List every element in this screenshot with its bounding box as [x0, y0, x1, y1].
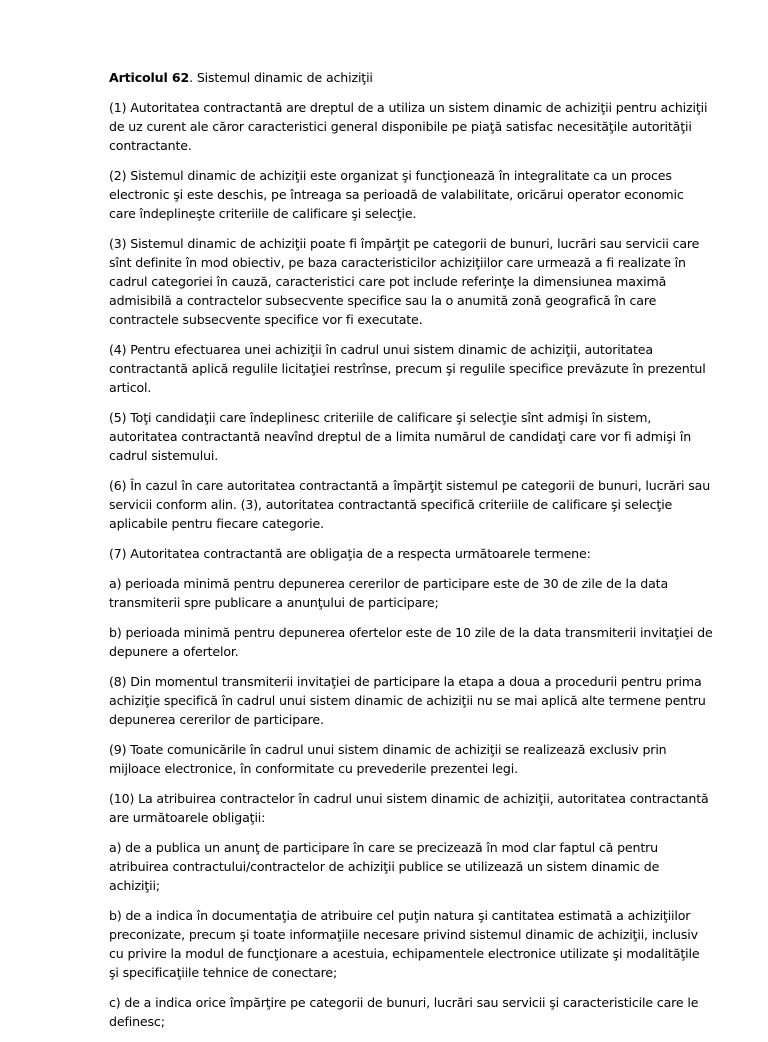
paragraph-10b: b) de a indica în documentaţia de atribuire cel puţin natura şi cantitatea estimată a achiziţiilor preconizate, precum şi toate informaţiile necesare privind sistemul dinamic de achiziţii, inclusiv cu privire la modul de funcţionare a acestuia, echipamentele electronice utilizate şi modalităţile şi specificaţiile tehnice de conectare; — [109, 908, 700, 980]
paragraph-7a: a) perioada minimă pentru depunerea cererilor de participare este de 30 de zile de la data transmiterii spre publicare a anunţului de participare; — [109, 576, 669, 610]
article-heading — [109, 68, 713, 87]
document-page — [109, 68, 713, 1042]
paragraph-4: (4) Pentru efectuarea unei achiziţii în cadrul unui sistem dinamic de achiziţii, autoritatea contractantă aplică regulile licitaţiei restrînse, precum şi regulile specifice prevăzute în prezentul articol. — [109, 342, 706, 395]
paragraph-2: (2) Sistemul dinamic de achiziţii este organizat şi funcţionează în integralitate ca un proces electronic şi este deschis, pe întreaga sa perioadă de valabilitate, oricărui operator economic care îndeplineşte criteriile de calificare şi selecţie. — [109, 168, 684, 221]
paragraph-6: (6) În cazul în care autoritatea contractantă a împărţit sistemul pe categorii de bunuri, lucrări sau servicii conform alin. (3), autoritatea contractantă specifică criteriile de calificare şi selecţie aplicabile pentru fiecare categorie. — [109, 478, 711, 531]
paragraph-10a: a) de a publica un anunţ de participare în care se precizează în mod clar faptul că pentru atribuirea contractului/contractelor de achiziţii publice se utilizează un sistem dinamic de achiziţii; — [109, 840, 660, 893]
paragraph-3: (3) Sistemul dinamic de achiziţii poate fi împărţit pe categorii de bunuri, lucrări sau servicii care sînt definite în mod obiectiv, pe baza caracteristicilor achiziţiilor care urmează a fi realizate în cadrul categoriei în cauză, caracteristici care pot include referinţe la dimensiunea maximă admisibilă a contractelor subsecvente specifice sau la o anumită zonă geografică în care contractele subsecvente specifice vor fi executate. — [109, 236, 700, 327]
article-title: . Sistemul dinamic de achiziţii — [189, 70, 373, 85]
paragraph-7b: b) perioada minimă pentru depunerea ofertelor este de 10 zile de la data transmiterii invitaţiei de depunere a ofertelor. — [109, 625, 713, 659]
paragraph-8: (8) Din momentul transmiterii invitaţiei de participare la etapa a doua a procedurii pentru prima achiziţie specifică în cadrul unui sistem dinamic de achiziţii nu se mai aplică alte termene pentru depunerea cererilor de participare. — [109, 674, 706, 727]
paragraph-5: (5) Toţi candidaţii care îndeplinesc criteriile de calificare şi selecţie sînt admişi în sistem, autoritatea contractantă neavînd dreptul de a limita numărul de candidaţi care vor fi admişi în cadrul sistemului. — [109, 410, 692, 463]
paragraph-1: (1) Autoritatea contractantă are dreptul de a utiliza un sistem dinamic de achiziţii pentru achiziţii de uz curent ale căror caracteristici general disponibile pe piaţă satisfac necesităţile autorităţii contractante. — [109, 100, 708, 153]
paragraph-7: (7) Autoritatea contractantă are obligaţia de a respecta următoarele termene: — [109, 546, 591, 561]
article-label: Articolul 62 — [109, 70, 190, 85]
paragraph-10: (10) La atribuirea contractelor în cadrul unui sistem dinamic de achiziţii, autoritatea contractantă are următoarele obligaţii: — [109, 791, 709, 825]
paragraph-10c: c) de a indica orice împărţire pe categorii de bunuri, lucrări sau servicii şi caracteristicile care le definesc; — [109, 995, 699, 1029]
paragraph-9: (9) Toate comunicările în cadrul unui sistem dinamic de achiziţii se realizează exclusiv prin mijloace electronice, în conformitate cu prevederile prezentei legi. — [109, 742, 667, 776]
